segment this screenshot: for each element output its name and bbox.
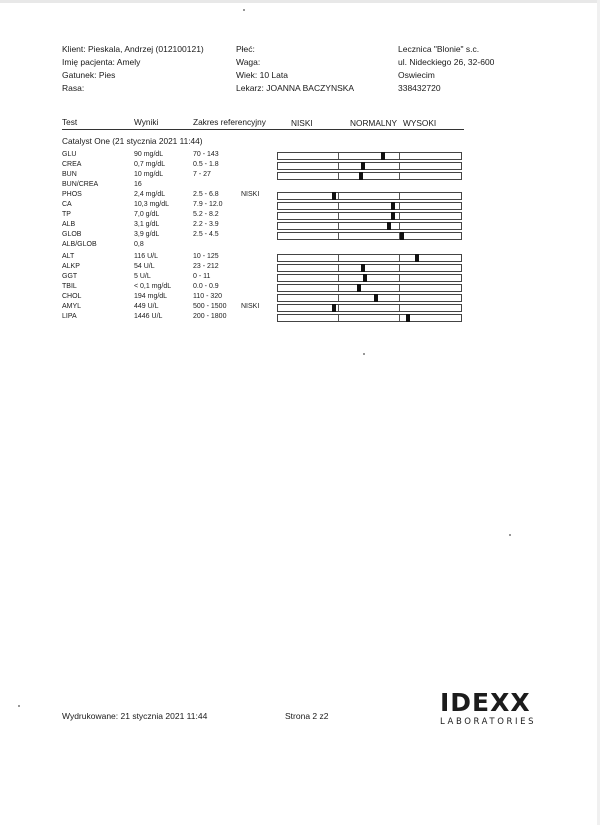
test-name: CREA [62,161,82,168]
test-result: 2,4 mg/dL [134,191,166,198]
logo-wordmark: IDEXX [440,688,531,717]
patient-line: Imię pacjenta: Amely [62,57,141,67]
range-divider [338,213,339,219]
col-range: Zakres referencyjny [193,117,266,127]
test-name: BUN [62,171,77,178]
header-rule [62,129,464,130]
range-divider [399,305,400,311]
section-title: Catalyst One (21 stycznia 2021 11:44) [62,136,203,146]
result-marker [363,274,367,282]
result-marker [359,172,363,180]
range-divider [338,163,339,169]
range-divider [338,193,339,199]
test-name: ALT [62,253,75,260]
clinic-name: Lecznica "Blonie" s.c. [398,44,480,54]
test-range: 0.0 - 0.9 [193,283,219,290]
species-line: Gatunek: Pies [62,70,116,80]
range-divider [399,163,400,169]
result-marker [391,202,395,210]
age-line: Wiek: 10 Lata [236,70,288,80]
test-name: GGT [62,273,78,280]
range-divider [399,173,400,179]
range-divider [338,255,339,261]
test-name: TP [62,211,71,218]
test-range: 110 - 320 [193,293,223,300]
range-divider [338,265,339,271]
col-normal: NORMALNY [350,118,398,128]
client-line: Klient: Pieskala, Andrzej (012100121) [62,44,204,54]
test-range: 7.9 - 12.0 [193,201,223,208]
test-range: 23 - 212 [193,263,219,270]
range-divider [338,153,339,159]
range-divider [338,173,339,179]
result-marker [374,294,378,302]
result-marker [332,304,336,312]
range-indicator-bar [277,222,462,230]
doctor-line: Lekarz: JOANNA BACZYNSKA [236,83,355,93]
range-divider [399,265,400,271]
range-indicator-bar [277,162,462,170]
logo-subtitle: LABORATORIES [440,717,537,727]
result-marker [361,264,365,272]
col-result: Wyniki [134,117,159,127]
test-result: 5 U/L [134,273,151,280]
range-divider [399,275,400,281]
page-number: Strona 2 z2 [285,711,329,721]
range-indicator-bar [277,152,462,160]
test-name: TBIL [62,283,77,290]
test-range: 200 - 1800 [193,313,227,320]
test-range: 2.2 - 3.9 [193,221,219,228]
test-result: 1446 U/L [134,313,163,320]
range-divider [399,193,400,199]
range-indicator-bar [277,294,462,302]
range-indicator-bar [277,232,462,240]
result-marker [387,222,391,230]
test-flag: NISKI [241,191,260,198]
range-divider [338,223,339,229]
range-divider [338,315,339,321]
scan-speck [243,9,245,11]
range-indicator-bar [277,264,462,272]
test-range: 2.5 - 6.8 [193,191,219,198]
test-range: 2.5 - 4.5 [193,231,219,238]
range-indicator-bar [277,212,462,220]
range-divider [338,295,339,301]
range-indicator-bar [277,202,462,210]
clinic-street: ul. Nideckiego 26, 32-600 [398,57,495,67]
test-name: ALB/GLOB [62,241,97,248]
clinic-city: Oswiecim [398,70,435,80]
scan-speck [509,534,511,536]
result-marker [415,254,419,262]
result-marker [381,152,385,160]
test-name: GLU [62,151,77,158]
test-result: 116 U/L [134,253,158,260]
sex-line: Płeć: [236,44,255,54]
range-indicator-bar [277,304,462,312]
range-indicator-bar [277,274,462,282]
test-result: 194 mg/dL [134,293,168,300]
range-divider [399,295,400,301]
range-indicator-bar [277,254,462,262]
test-result: 10,3 mg/dL [134,201,170,208]
test-result: 0,8 [134,241,144,248]
weight-line: Waga: [236,57,261,67]
test-range: 10 - 125 [193,253,219,260]
test-range: 7 - 27 [193,171,211,178]
col-test: Test [62,117,78,127]
test-name: ALB [62,221,76,228]
range-indicator-bar [277,314,462,322]
clinic-phone: 338432720 [398,83,441,93]
test-name: PHOS [62,191,82,198]
test-result: 16 [134,181,142,188]
test-result: 3,9 g/dL [134,231,160,238]
result-marker [400,232,404,240]
result-marker [406,314,410,322]
range-divider [338,275,339,281]
range-divider [399,285,400,291]
test-range: 70 - 143 [193,151,219,158]
test-result: 10 mg/dL [134,171,164,178]
test-range: 0 - 11 [193,273,211,280]
test-result: 3,1 g/dL [134,221,160,228]
scan-speck [363,353,365,355]
test-result: < 0,1 mg/dL [134,283,172,290]
result-marker [332,192,336,200]
test-name: GLOB [62,231,82,238]
test-flag: NISKI [241,303,260,310]
range-divider [338,285,339,291]
result-marker [357,284,361,292]
test-range: 5.2 - 8.2 [193,211,219,218]
printed-date: Wydrukowane: 21 stycznia 2021 11:44 [62,711,208,721]
range-divider [399,315,400,321]
test-result: 0,7 mg/dL [134,161,166,168]
test-range: 500 - 1500 [193,303,227,310]
result-marker [391,212,395,220]
idexx-logo [440,690,542,727]
range-divider [399,255,400,261]
test-result: 7,0 g/dL [134,211,160,218]
scan-speck [18,705,20,707]
test-name: AMYL [62,303,82,310]
test-name: BUN/CREA [62,181,99,188]
test-result: 90 mg/dL [134,151,164,158]
range-indicator-bar [277,192,462,200]
range-indicator-bar [277,172,462,180]
range-divider [399,203,400,209]
range-divider [399,223,400,229]
test-name: LIPA [62,313,77,320]
range-divider [399,153,400,159]
range-divider [399,213,400,219]
range-divider [338,233,339,239]
col-high: WYSOKI [403,118,437,128]
test-result: 449 U/L [134,303,159,310]
scan-edge-top [0,0,600,3]
col-low: NISKI [291,118,313,128]
test-name: ALKP [62,263,80,270]
range-divider [338,305,339,311]
test-range: 0.5 - 1.8 [193,161,219,168]
breed-line: Rasa: [62,83,85,93]
range-divider [338,203,339,209]
test-name: CHOL [62,293,82,300]
range-indicator-bar [277,284,462,292]
result-marker [361,162,365,170]
test-result: 54 U/L [134,263,155,270]
test-name: CA [62,201,72,208]
